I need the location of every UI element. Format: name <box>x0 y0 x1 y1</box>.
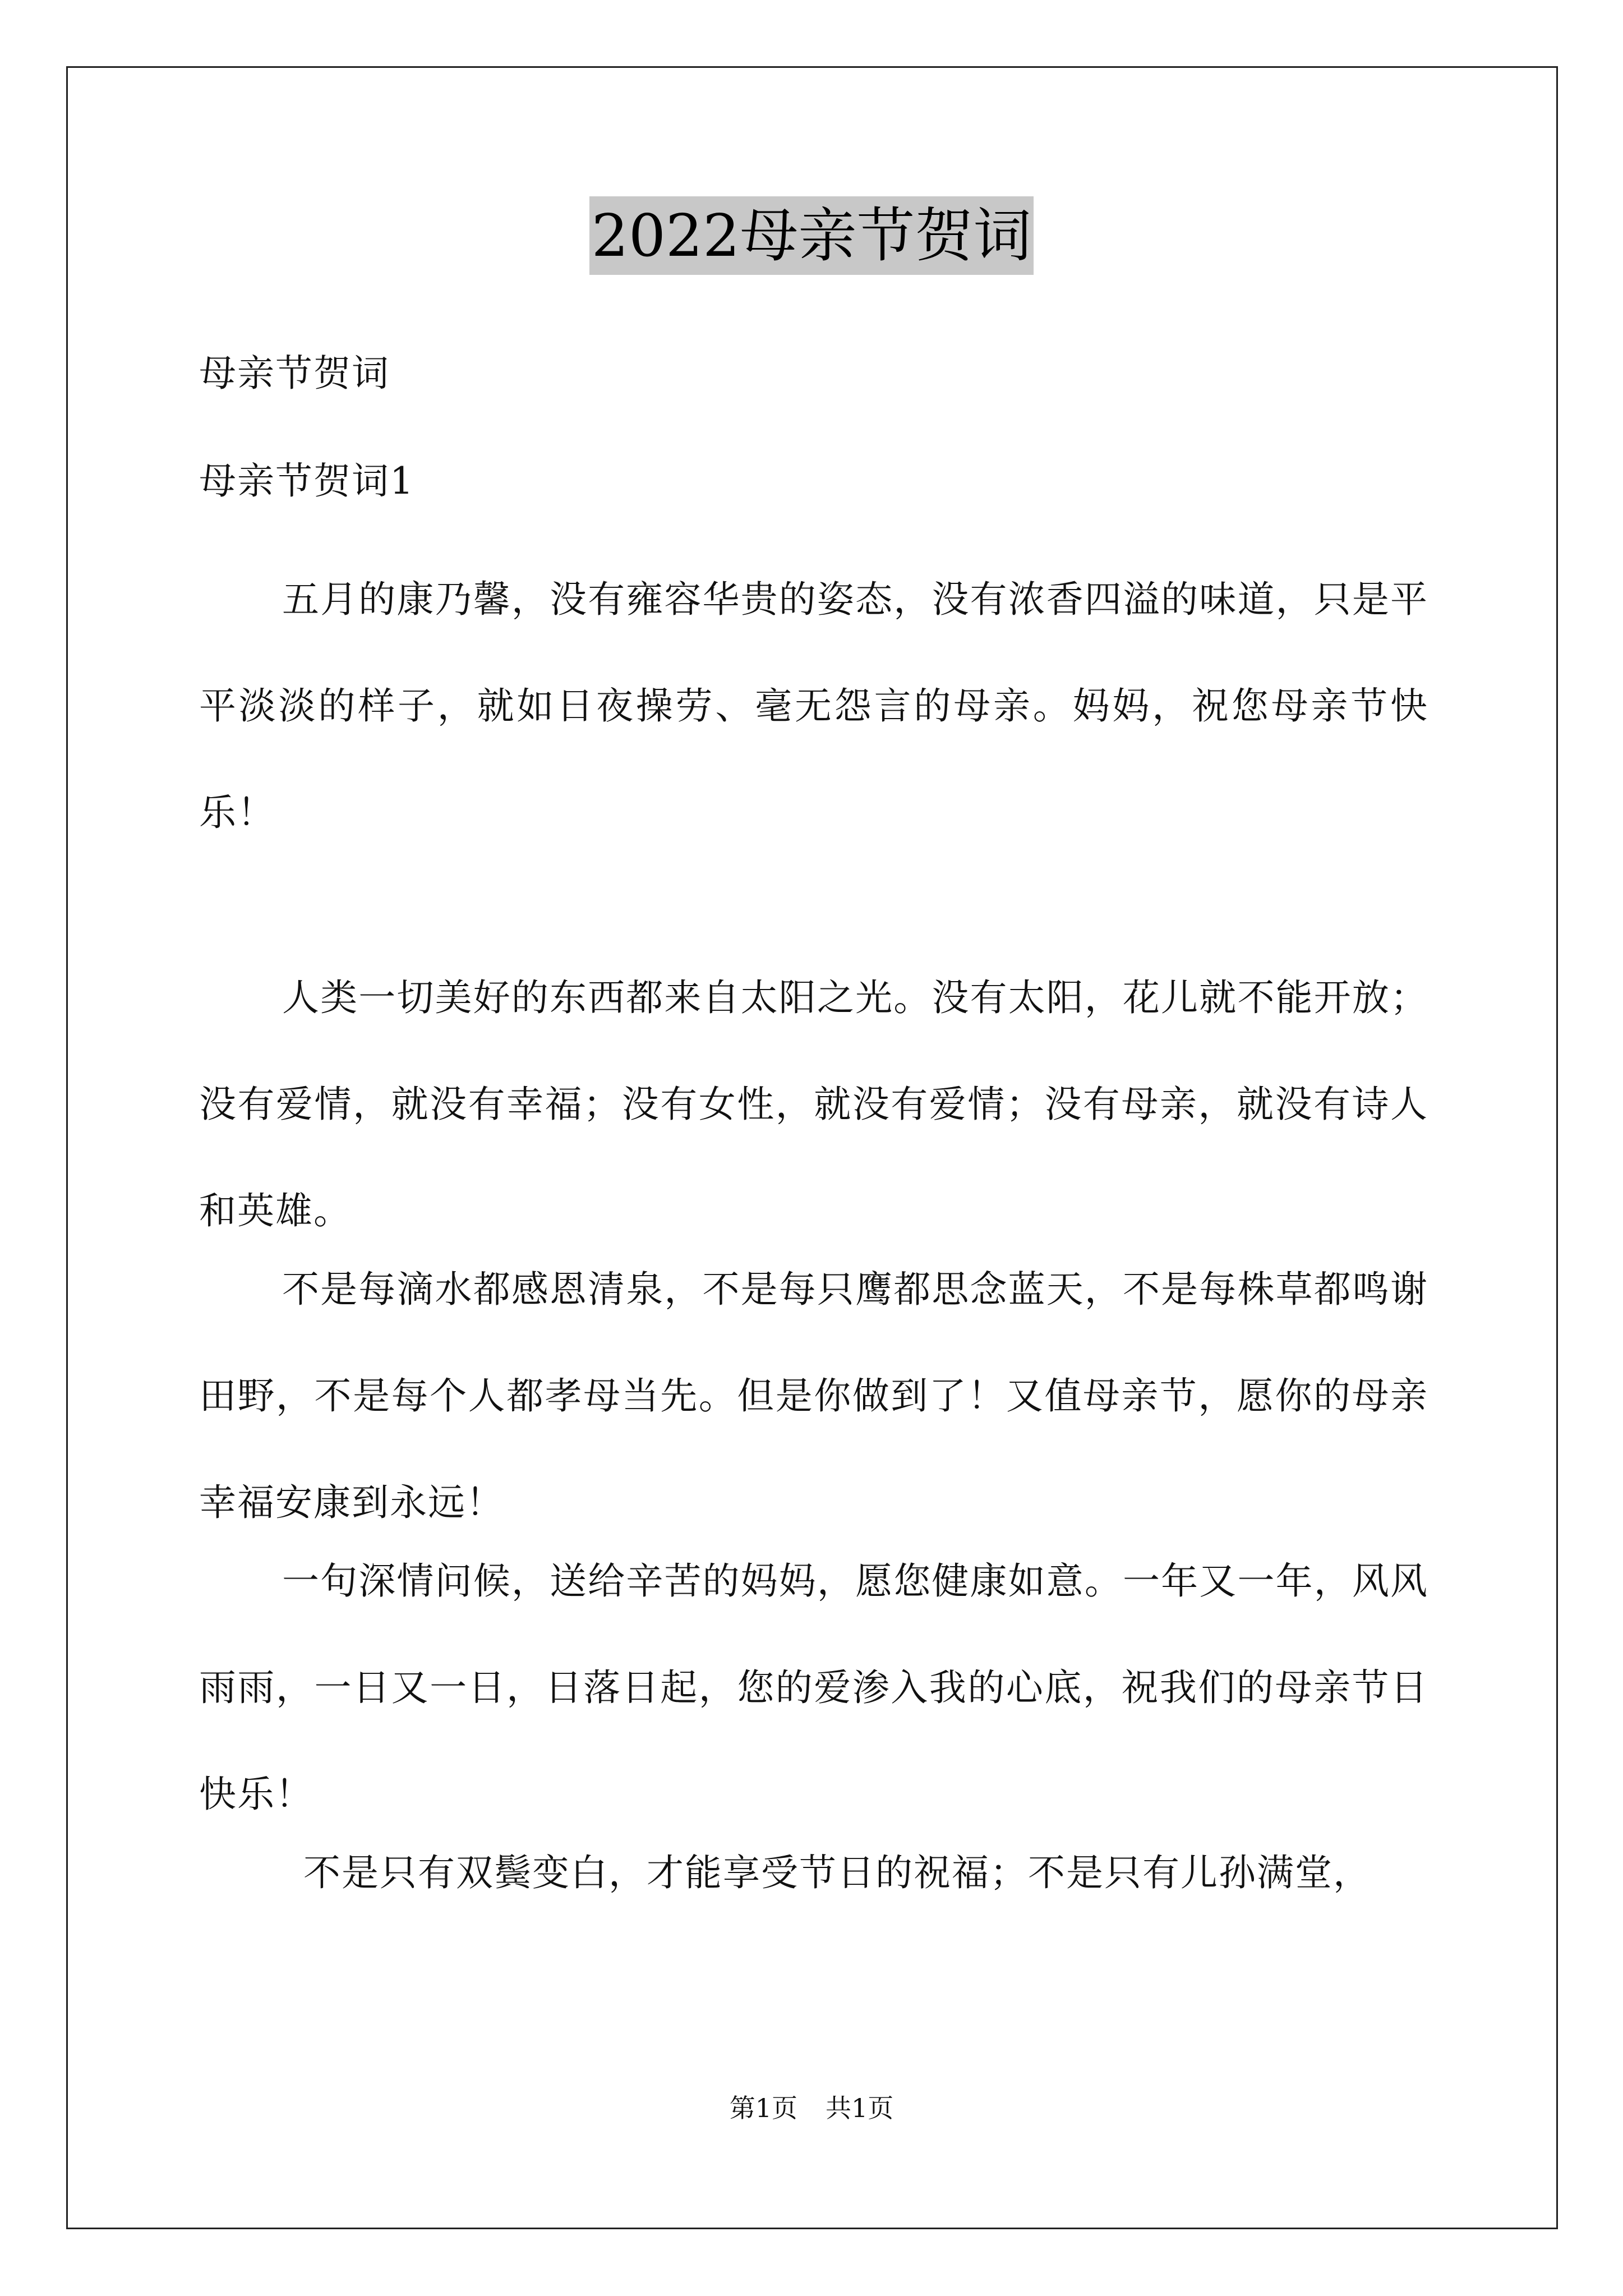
paragraph-3: 不是每滴水都感恩清泉，不是每只鹰都思念蓝天，不是每株草都鸣谢田野，不是每个人都孝母当先。但是你做到了！又值母亲节，愿你的母亲幸福安康到永远！ <box>199 1268 1428 1524</box>
document-subtitle: 母亲节贺词 <box>199 352 390 395</box>
paragraph-4: 一句深情问候，送给辛苦的妈妈，愿您健康如意。一年又一年，风风雨雨，一日又一日，日落日起，您的爱渗入我的心底，祝我们的母亲节日快乐！ <box>199 1559 1428 1816</box>
document-title: 2022母亲节贺词 <box>589 196 1034 275</box>
document-body <box>199 348 1428 1926</box>
page-footer <box>0 2091 1623 2125</box>
title-container <box>0 196 1623 275</box>
section-heading: 母亲节贺词1 <box>199 459 414 503</box>
paragraph-5: 不是只有双鬓变白，才能享受节日的祝福；不是只有儿孙满堂， <box>303 1851 1371 1894</box>
page-number: 第1页 <box>729 2093 797 2123</box>
paragraph-2: 人类一切美好的东西都来自太阳之光。没有太阳，花儿就不能开放；没有爱情，就没有幸福；没有女性，就没有爱情；没有母亲，就没有诗人和英雄。 <box>199 976 1428 1232</box>
page-total: 共1页 <box>826 2093 894 2123</box>
paragraph-1: 五月的康乃馨，没有雍容华贵的姿态，没有浓香四溢的味道，只是平平淡淡的样子，就如日夜操劳、毫无怨言的母亲。妈妈，祝您母亲节快乐！ <box>199 578 1428 834</box>
